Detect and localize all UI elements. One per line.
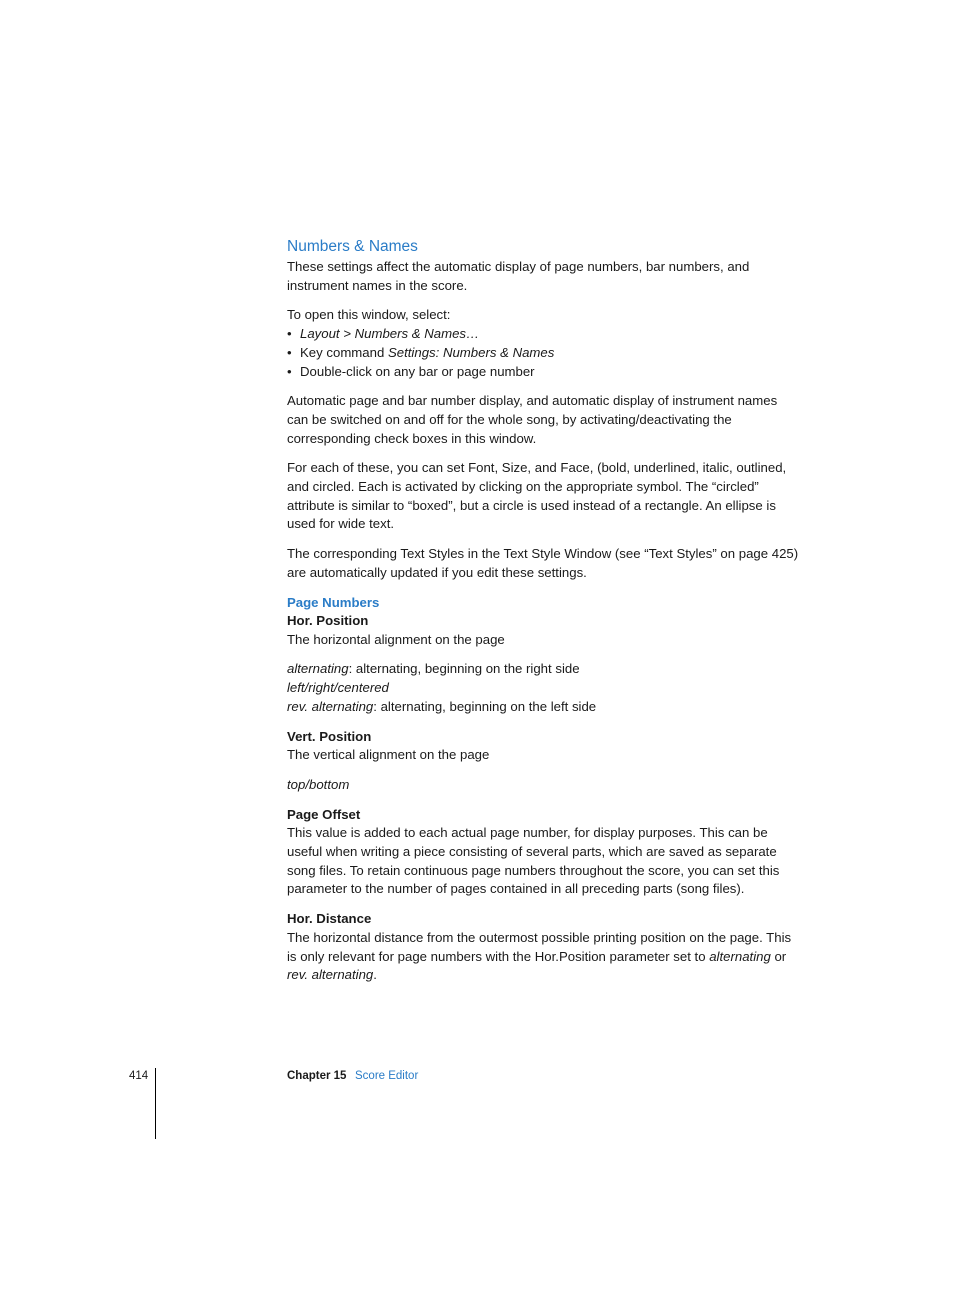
option-line: top/bottom — [287, 776, 350, 792]
option-line: rev. alternating: alternating, beginning on the left side — [287, 698, 597, 714]
option-line: alternating: alternating, beginning on the right side — [287, 661, 580, 677]
parameter-description: This value is added to each actual page number, for display purposes. This can be useful when writing a piece consisting of several parts, which are saved as separate song files. To retain continuous page numbers throughout the score, you can set this parameter to the number of pages contained in all preceding parts (song files). — [287, 825, 780, 897]
main-content — [287, 236, 799, 985]
paragraph: Automatic page and bar number display, and automatic display of instrument names can be switched on and off for the whole song, by activating/deactivating the corresponding check boxes in this window. — [287, 393, 778, 446]
parameter-title: Hor. Distance — [287, 911, 372, 927]
chapter-title: Score Editor — [355, 1070, 419, 1082]
parameter-description: The horizontal alignment on the page — [287, 631, 505, 647]
paragraph: For each of these, you can set Font, Size, and Face, (bold, underlined, italic, outlined, and circled. Each is activated by clicking on the appropriate symbol. The “circled” attribute is similar to “boxed”, but a circle is used instead of a rectangle. An ellipse is used for wide text. — [287, 460, 787, 532]
parameter-title: Vert. Position — [287, 728, 372, 744]
subsection-title: Page Numbers — [287, 594, 380, 610]
list-item: • Double-click on any bar or page number — [287, 363, 799, 382]
intro-paragraph: These settings affect the automatic display of page numbers, bar numbers, and instrument names in the score. — [287, 259, 750, 293]
parameter-description: The vertical alignment on the page — [287, 747, 490, 763]
option-line: left/right/centered — [287, 680, 389, 696]
paragraph: The corresponding Text Styles in the Text Style Window (see “Text Styles” on page 425) are automatically updated if you edit these settings. — [287, 546, 799, 580]
parameter-title: Page Offset — [287, 806, 361, 822]
chapter-label: Chapter 15 — [287, 1070, 347, 1082]
list-item: • Key command Settings: Numbers & Names — [287, 344, 799, 363]
page-number: 414 — [129, 1070, 149, 1082]
parameter-title: Hor. Position — [287, 613, 369, 629]
parameter-description: The horizontal distance from the outermost possible printing position on the page. This is only relevant for page numbers with the Hor.Position parameter set to alternating or rev. alternating. — [287, 929, 792, 983]
list-item: • Layout > Numbers & Names… — [287, 325, 799, 344]
open-prompt: To open this window, select: — [287, 307, 451, 323]
footer-divider — [155, 1068, 156, 1139]
open-methods-list — [287, 325, 799, 381]
section-title: Numbers & Names — [287, 238, 418, 255]
